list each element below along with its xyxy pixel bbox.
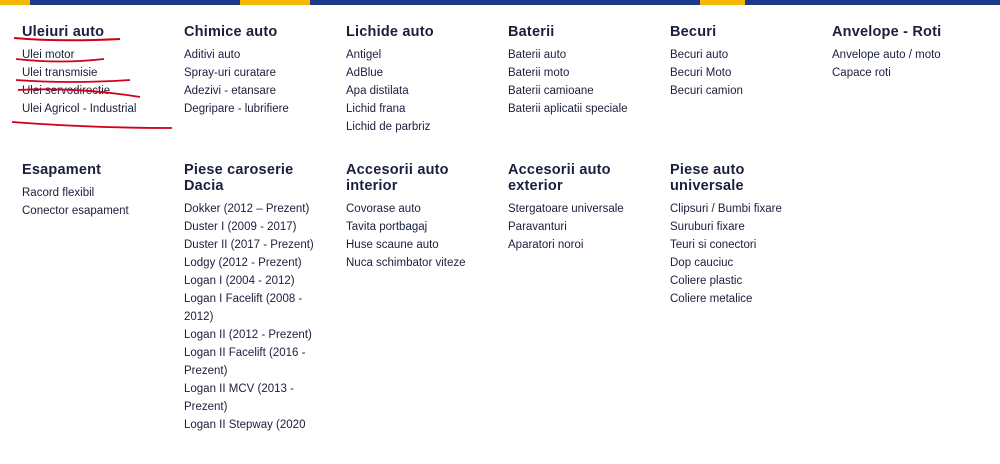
menu-column	[346, 24, 506, 136]
menu-link[interactable]: Baterii aplicatii speciale	[508, 103, 628, 115]
menu-link[interactable]: Ulei transmisie	[22, 67, 98, 79]
accent-segment	[240, 0, 310, 5]
accent-segment	[0, 0, 30, 5]
menu-column	[22, 24, 182, 118]
red-underline-item	[12, 122, 172, 128]
menu-link[interactable]: Logan II Facelift (2016 - Prezent)	[184, 347, 306, 377]
menu-link[interactable]: Lichid de parbriz	[346, 121, 431, 133]
menu-link[interactable]: Adezivi - etansare	[184, 85, 277, 97]
menu-column	[670, 162, 800, 308]
category-list	[670, 46, 830, 100]
menu-column	[346, 162, 476, 272]
menu-link[interactable]: Ulei Agricol - Industrial	[22, 103, 137, 115]
menu-link[interactable]: Becuri camion	[670, 85, 743, 97]
category-heading[interactable]: Piese auto universale	[670, 162, 745, 194]
menu-link[interactable]: Becuri Moto	[670, 67, 732, 79]
category-list	[508, 200, 638, 254]
menu-link[interactable]: Racord flexibil	[22, 187, 95, 199]
category-list	[670, 200, 800, 308]
menu-link[interactable]: Logan II (2012 - Prezent)	[184, 329, 312, 341]
menu-link[interactable]: Conector esapament	[22, 205, 129, 217]
top-accent-bar	[0, 0, 1000, 5]
category-heading[interactable]: Baterii	[508, 24, 555, 40]
category-heading[interactable]: Becuri	[670, 24, 717, 40]
menu-column	[508, 162, 638, 254]
category-list	[184, 200, 322, 434]
category-heading[interactable]: Anvelope - Roti	[832, 24, 942, 40]
menu-link[interactable]: Logan I Facelift (2008 - 2012)	[184, 293, 303, 323]
menu-link[interactable]: Apa distilata	[346, 85, 409, 97]
menu-link[interactable]: Ulei servodirectie	[22, 85, 111, 97]
menu-column	[184, 24, 344, 118]
menu-column	[508, 24, 668, 118]
category-heading[interactable]: Uleiuri auto	[22, 24, 105, 40]
category-heading[interactable]: Esapament	[22, 162, 102, 178]
menu-link[interactable]: Lichid frana	[346, 103, 406, 115]
menu-link[interactable]: Suruburi fixare	[670, 221, 745, 233]
menu-link[interactable]: Anvelope auto / moto	[832, 49, 941, 61]
menu-link[interactable]: Nuca schimbator viteze	[346, 257, 466, 269]
menu-link[interactable]: Aditivi auto	[184, 49, 241, 61]
menu-link[interactable]: Logan II Stepway (2020	[184, 419, 306, 431]
menu-link[interactable]: Lodgy (2012 - Prezent)	[184, 257, 302, 269]
category-list	[22, 184, 182, 220]
menu-link[interactable]: Baterii auto	[508, 49, 567, 61]
menu-link[interactable]: Duster II (2017 - Prezent)	[184, 239, 314, 251]
category-list	[22, 46, 182, 118]
menu-link[interactable]: Becuri auto	[670, 49, 729, 61]
menu-link[interactable]: Paravanturi	[508, 221, 567, 233]
menu-link[interactable]: Capace roti	[832, 67, 891, 79]
category-list	[832, 46, 992, 82]
menu-link[interactable]: Coliere metalice	[670, 293, 753, 305]
menu-link[interactable]: Dop cauciuc	[670, 257, 734, 269]
menu-link[interactable]: Stergatoare universale	[508, 203, 624, 215]
menu-link[interactable]: Logan I (2004 - 2012)	[184, 275, 295, 287]
menu-link[interactable]: Tavita portbagaj	[346, 221, 428, 233]
category-heading[interactable]: Chimice auto	[184, 24, 278, 40]
category-list	[184, 46, 344, 118]
accent-segment	[700, 0, 745, 5]
menu-link[interactable]: Antigel	[346, 49, 382, 61]
category-heading[interactable]: Piese caroserie Dacia	[184, 162, 294, 194]
menu-link[interactable]: Clipsuri / Bumbi fixare	[670, 203, 782, 215]
category-heading[interactable]: Lichide auto	[346, 24, 434, 40]
category-list	[508, 46, 668, 118]
menu-column	[670, 24, 830, 100]
menu-link[interactable]: Aparatori noroi	[508, 239, 584, 251]
menu-column	[832, 24, 992, 82]
menu-link[interactable]: Baterii moto	[508, 67, 570, 79]
category-list	[346, 200, 476, 272]
menu-link[interactable]: Teuri si conectori	[670, 239, 757, 251]
menu-link[interactable]: Spray-uri curatare	[184, 67, 277, 79]
menu-link[interactable]: Ulei motor	[22, 49, 75, 61]
menu-link[interactable]: Degripare - lubrifiere	[184, 103, 289, 115]
menu-link[interactable]: Huse scaune auto	[346, 239, 439, 251]
menu-link[interactable]: Coliere plastic	[670, 275, 743, 287]
menu-link[interactable]: Duster I (2009 - 2017)	[184, 221, 297, 233]
category-heading[interactable]: Accesorii auto exterior	[508, 162, 611, 194]
menu-link[interactable]: Logan II MCV (2013 - Prezent)	[184, 383, 294, 413]
menu-column	[22, 162, 182, 220]
menu-link[interactable]: Baterii camioane	[508, 85, 594, 97]
menu-column	[184, 162, 322, 434]
category-list	[346, 46, 506, 136]
menu-link[interactable]: AdBlue	[346, 67, 384, 79]
menu-link[interactable]: Dokker (2012 – Prezent)	[184, 203, 310, 215]
menu-link[interactable]: Covorase auto	[346, 203, 421, 215]
category-heading[interactable]: Accesorii auto interior	[346, 162, 449, 194]
